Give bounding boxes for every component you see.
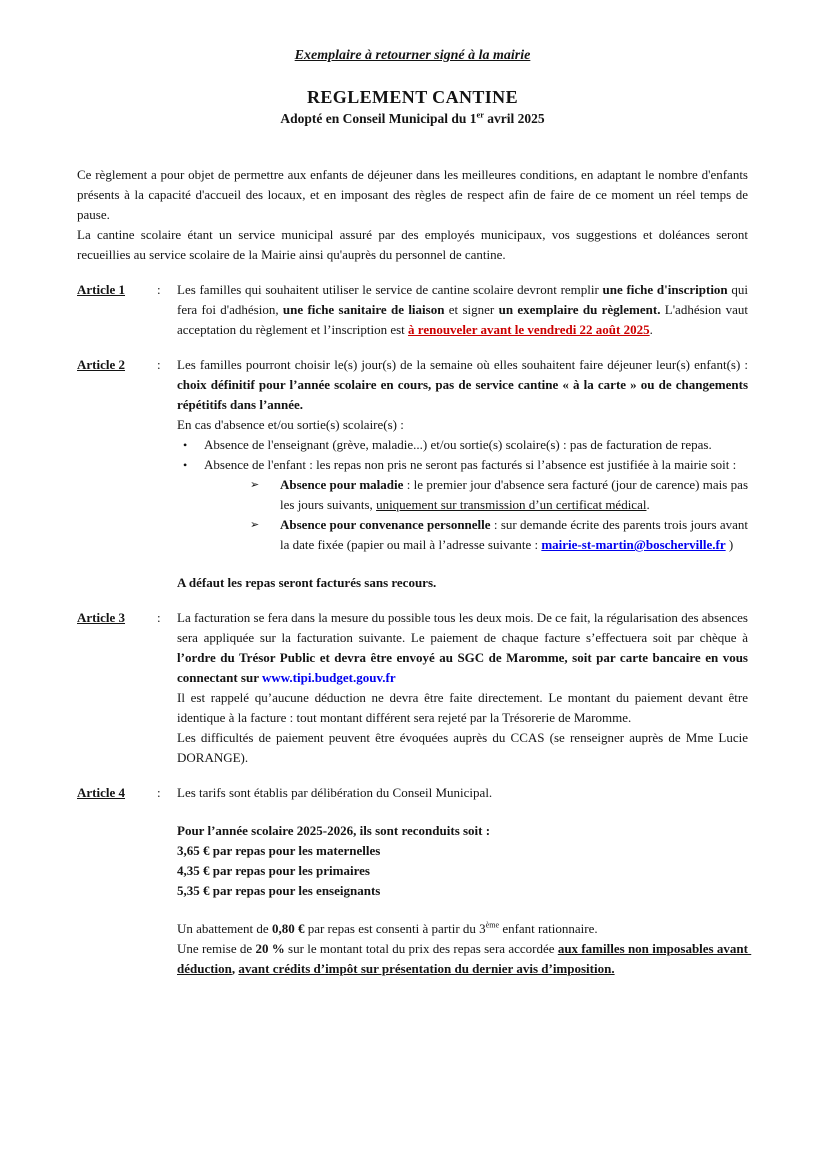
intro-paragraph <box>77 225 752 265</box>
text-run: Les difficultés de paiement peuvent être évoquées auprès du CCAS (se renseigner auprès de Mme Lucie DORANGE). <box>177 730 752 765</box>
text-run: uniquement sur transmission d’un certificat médical <box>376 497 647 512</box>
article-body <box>177 608 752 768</box>
article-colon: : <box>157 357 161 372</box>
text-run: ème <box>485 920 500 930</box>
bullet-icon: • <box>183 458 188 472</box>
text-run: er <box>476 110 484 120</box>
text-run: : le premier jour d'absence sera facturé (jour de carence) mais pas les jours suivants, <box>280 477 752 512</box>
text-run: enfant rationnaire. <box>499 921 598 936</box>
tariff-line <box>177 861 748 881</box>
text-run: 0,80 € <box>271 921 305 936</box>
article-1 <box>77 280 752 340</box>
text-run: La facturation se fera dans la mesure du possible tous les deux mois. De ce fait, la régularisation des absences sera appliquée sur la facturation suivante. Le paiement de chaque facture s’effectuera soit par chèque à <box>177 610 752 645</box>
article-2 <box>77 355 752 593</box>
article-label: Article 1 <box>77 282 126 297</box>
body-paragraph <box>177 728 752 768</box>
text-run: Un abattement de <box>177 921 272 936</box>
text-run: Pour l’année scolaire 2025-2026, ils sont reconduits soit : <box>177 823 491 838</box>
article-3 <box>77 608 752 768</box>
text-run: Ce règlement a pour objet de permettre aux enfants de déjeuner dans les meilleures conditions, en adaptant le nombre d'enfants présents à la capacité d'accueil des locaux, et en imposant des règles de respect afin de faire de ce moment un réel temps de pause. <box>77 167 752 222</box>
article-label: Article 2 <box>77 357 126 372</box>
bullet-item <box>183 455 748 475</box>
body-paragraph <box>177 688 752 728</box>
spacer <box>177 901 748 919</box>
body-paragraph <box>177 573 748 593</box>
body-paragraph <box>177 919 748 939</box>
bullet-icon: • <box>183 438 188 452</box>
article-body <box>177 783 752 979</box>
article-colon: : <box>157 610 161 625</box>
text-run: Adopté en Conseil Municipal du 1 <box>280 111 477 126</box>
return-copy-heading <box>77 46 748 66</box>
text-run: à renouveler avant le vendredi 22 août 2025 <box>408 322 650 337</box>
text-run: avril 2025 <box>483 111 545 126</box>
article-4 <box>77 783 752 979</box>
text-run: sur le montant total du prix des repas sera accordée <box>284 941 558 956</box>
body-paragraph <box>177 280 752 340</box>
intro-paragraph <box>77 165 752 225</box>
tariff-line <box>177 881 748 901</box>
text-run: avant crédits d’impôt sur présentation du dernier avis d’imposition. <box>238 961 615 976</box>
arrow-item <box>250 515 752 555</box>
text-run: Exemplaire à retourner signé à la mairie <box>294 48 531 63</box>
text-run: ) <box>725 537 734 552</box>
article-colon: : <box>157 282 161 297</box>
text-run: Les tarifs sont établis par délibération du Conseil Municipal. <box>177 785 493 800</box>
text-run: Les familles pourront choisir le(s) jour(s) de la semaine où elles souhaitent faire déjeuner leur(s) enfant(s) : <box>177 357 752 372</box>
payment-site-link[interactable]: www.tipi.budget.gouv.fr <box>261 670 396 685</box>
text-run: : sur demande écrite des parents trois jours avant la date fixée (papier ou mail à l’adresse suivante : <box>280 517 752 552</box>
item-text <box>280 515 752 555</box>
article-body <box>177 355 752 593</box>
body-paragraph <box>177 415 748 435</box>
text-run: . <box>646 497 650 512</box>
text-run: A défaut les repas seront facturés sans recours. <box>177 575 437 590</box>
arrow-item <box>250 475 752 515</box>
arrow-bullet-icon: ➢ <box>250 518 260 531</box>
arrow-bullet-icon: ➢ <box>250 478 260 491</box>
text-run: 4,35 € par repas pour les primaires <box>177 863 370 878</box>
spacer <box>177 803 748 821</box>
item-text <box>280 475 752 515</box>
text-run: REGLEMENT CANTINE <box>306 87 518 107</box>
text-run: Il est rappelé qu’aucune déduction ne devra être faite directement. Le montant du paiement devant être identique à la facture : tout montant différent sera rejeté par la Trésorerie de Maromme. <box>177 690 752 725</box>
body-paragraph <box>177 783 748 803</box>
text-run: par repas est consenti à partir du 3 <box>304 921 486 936</box>
text-run: L'adhésion vaut acceptation du règlement et l’inscription est <box>177 302 752 337</box>
bullet-item <box>183 435 748 455</box>
text-run: 3,65 € par repas pour les maternelles <box>177 843 381 858</box>
text-run: Absence de l'enseignant (grève, maladie...) et/ou sortie(s) scolaire(s) : pas de facturation de repas. <box>204 437 712 452</box>
tariff-line <box>177 821 748 841</box>
text-run: une fiche d'inscription <box>602 282 728 297</box>
text-run: 20 % <box>255 941 285 956</box>
item-text <box>204 435 748 455</box>
spacer <box>177 555 748 573</box>
text-run: l’ordre du Trésor Public et devra être envoyé au SGC de Maromme, soit par carte bancaire en vous connectant sur <box>177 650 752 685</box>
document-content <box>77 46 752 979</box>
text-run: et signer <box>444 302 499 317</box>
text-run: choix définitif pour l’année scolaire en cours, pas de service cantine « à la carte » ou de changements répétitifs dans l’année. <box>177 377 752 412</box>
text-run: En cas d'absence et/ou sortie(s) scolaire(s) : <box>177 417 404 432</box>
text-run: Absence pour convenance personnelle <box>280 517 491 532</box>
tariff-line <box>177 841 748 861</box>
text-run: un exemplaire du règlement. <box>498 302 661 317</box>
text-run: Absence de l'enfant : les repas non pris ne seront pas facturés si l’absence est justifiée à la mairie soit : <box>204 457 737 472</box>
text-run: qui fera foi d'adhésion, <box>177 282 752 317</box>
text-run: Les familles qui souhaitent utiliser le service de cantine scolaire devront remplir <box>177 282 603 297</box>
body-paragraph <box>177 355 752 415</box>
article-label: Article 3 <box>77 610 126 625</box>
text-run: Absence pour maladie <box>280 477 404 492</box>
adoption-subtitle <box>77 109 748 129</box>
article-label: Article 4 <box>77 785 126 800</box>
text-run: aux familles non imposables avant déduction <box>177 941 752 976</box>
article-body <box>177 280 752 340</box>
text-run: Une remise de <box>177 941 256 956</box>
text-run: une fiche sanitaire de liaison <box>282 302 445 317</box>
email-link[interactable]: mairie-st-martin@boscherville.fr <box>541 537 726 552</box>
text-run: , <box>231 961 239 976</box>
item-text <box>204 455 748 475</box>
article-colon: : <box>157 785 161 800</box>
body-paragraph <box>177 939 752 979</box>
body-paragraph <box>177 608 752 688</box>
text-run: 5,35 € par repas pour les enseignants <box>177 883 381 898</box>
document-title <box>77 86 748 109</box>
text-run: . <box>649 322 653 337</box>
text-run: La cantine scolaire étant un service municipal assuré par des employés municipaux, vos suggestions et doléances seront recueillies au service scolaire de la Mairie ainsi qu'auprès du personnel de cantine. <box>77 227 752 262</box>
